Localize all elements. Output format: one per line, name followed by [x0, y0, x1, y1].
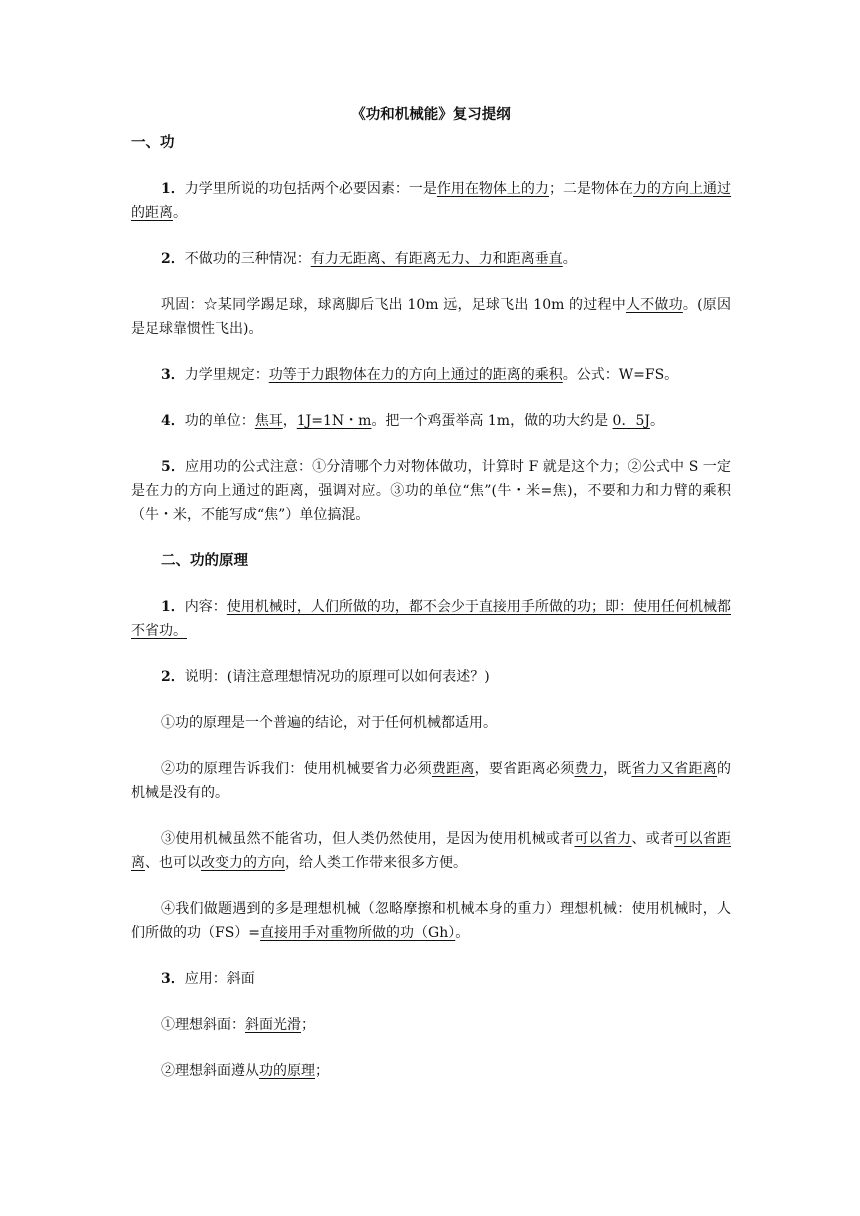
text-run: 力学里所说的功包括两个必要因素：一是 [184, 181, 437, 197]
text-run: 说明：(请注意理想情况功的原理可以如何表述？) [184, 669, 490, 685]
underlined-answer: 有力无距离、有距离无力、力和距离垂直 [310, 251, 563, 267]
text-run: 巩固：☆某同学踢足球，球离脚后飞出 10m 远，足球飞出 10m 的过程中 [161, 297, 626, 313]
underlined-answer: 省力又省距离 [631, 761, 718, 777]
paragraph-note-1 [131, 711, 731, 735]
paragraph-work-definition [131, 363, 731, 387]
underlined-answer: 使用机械时，人们所做的功，都不会少于直接用手所做的功；即：使用任何机械都不省功。 [131, 599, 732, 639]
underlined-answer: 直接用手对重物所做的功（Gh） [260, 925, 456, 941]
text-run: ； [301, 1017, 315, 1033]
text-run: 不做功的三种情况： [184, 251, 311, 267]
underlined-answer: 功等于力跟物体在力的方向上通过的距离的乘积 [268, 367, 563, 383]
item-number: 1． [161, 599, 185, 615]
text-run: 。公式：W=FS。 [562, 367, 679, 383]
text-run: 。 [173, 205, 187, 221]
paragraph-note-2 [131, 757, 731, 805]
paragraph-formula-notes [131, 455, 731, 527]
paragraph-principle-explanation [131, 665, 731, 689]
text-run: 力学里规定： [184, 367, 269, 383]
underlined-answer: 费力 [574, 761, 603, 777]
paragraph-application-incline [131, 967, 731, 991]
text-run: ；二是物体在 [548, 181, 633, 197]
underlined-answer: 改变力的方向 [201, 855, 285, 871]
paragraph-ideal-incline-2 [131, 1059, 731, 1083]
underlined-answer: 焦耳 [254, 413, 283, 429]
text-run: ， [282, 413, 297, 429]
paragraph-work-two-factors [131, 177, 731, 225]
text-run: 。 [562, 251, 577, 267]
item-number: 2． [161, 251, 185, 267]
text-run: ②理想斜面遵从 [161, 1063, 259, 1079]
text-run: ，既 [602, 761, 632, 777]
text-run: 应用功的公式注意：①分清哪个力对物体做功，计算时 F 就是这个力；②公式中 S 一定是在力的方向上通过的距离，强调对应。③功的单位“焦”(牛・米=焦)，不要和力和力臂的乘积（牛・米，不能写成“焦”）单位搞混。 [131, 459, 731, 523]
section-heading-work-principle: 二、功的原理 [161, 552, 248, 569]
paragraph-note-3 [131, 827, 731, 875]
underlined-answer: 作用在物体上的力 [436, 181, 549, 197]
text-run: 。把一个鸡蛋举高 1m，做的功大约是 [371, 413, 613, 429]
text-run: 、也可以 [145, 855, 201, 871]
underlined-answer: 费距离 [431, 761, 475, 777]
text-run: 应用：斜面 [184, 971, 255, 987]
text-run: 功的单位： [184, 413, 255, 429]
document-title: 《功和机械能》复习提纲 [351, 106, 511, 123]
text-run: ； [315, 1063, 329, 1079]
underlined-answer: 可以省力 [574, 831, 632, 847]
paragraph-ideal-incline-1 [131, 1013, 731, 1037]
underlined-answer: 人不做功 [625, 297, 683, 313]
text-run: ①功的原理是一个普遍的结论，对于任何机械都适用。 [161, 715, 497, 731]
text-run: ，要省距离必须 [474, 761, 575, 777]
item-number: 5． [161, 459, 185, 475]
text-run: 。(原因是足球靠惯性飞出)。 [131, 297, 731, 337]
text-run: ①理想斜面： [161, 1017, 245, 1033]
text-run: 、或者 [631, 831, 675, 847]
item-number: 1． [161, 181, 185, 197]
paragraph-consolidation-example [131, 293, 731, 341]
underlined-answer: 力的方向上通过的距离 [131, 181, 732, 221]
text-run: ，给人类工作带来很多方便。 [285, 855, 467, 871]
section-heading-work: 一、功 [131, 134, 175, 151]
text-run: 的机械是没有的。 [131, 761, 732, 801]
paragraph-work-unit [131, 409, 731, 433]
underlined-answer: 可以省距离 [131, 831, 732, 871]
underlined-answer: 功的原理 [259, 1063, 315, 1079]
text-run: ③使用机械虽然不能省功，但人类仍然使用，是因为使用机械或者 [161, 831, 575, 847]
text-run: ②功的原理告诉我们：使用机械要省力必须 [161, 761, 432, 777]
paragraph-note-4 [131, 897, 731, 945]
item-number: 2． [161, 669, 185, 685]
underlined-answer: 1J=1N・m [296, 413, 372, 429]
underlined-answer: 0．5J [612, 413, 650, 429]
text-run: 。 [455, 925, 470, 941]
item-number: 3． [161, 367, 185, 383]
paragraph-no-work-cases [131, 247, 731, 271]
item-number: 3． [161, 971, 185, 987]
paragraph-principle-content [131, 595, 731, 643]
document-body [131, 103, 731, 1105]
underlined-answer: 斜面光滑 [245, 1017, 301, 1033]
item-number: 4． [161, 413, 185, 429]
text-run: 内容： [184, 599, 227, 615]
text-run: 。 [649, 413, 664, 429]
text-run: ④我们做题遇到的多是理想机械（忽略摩擦和机械本身的重力）理想机械：使用机械时，人们所做的功（FS）= [131, 901, 731, 941]
